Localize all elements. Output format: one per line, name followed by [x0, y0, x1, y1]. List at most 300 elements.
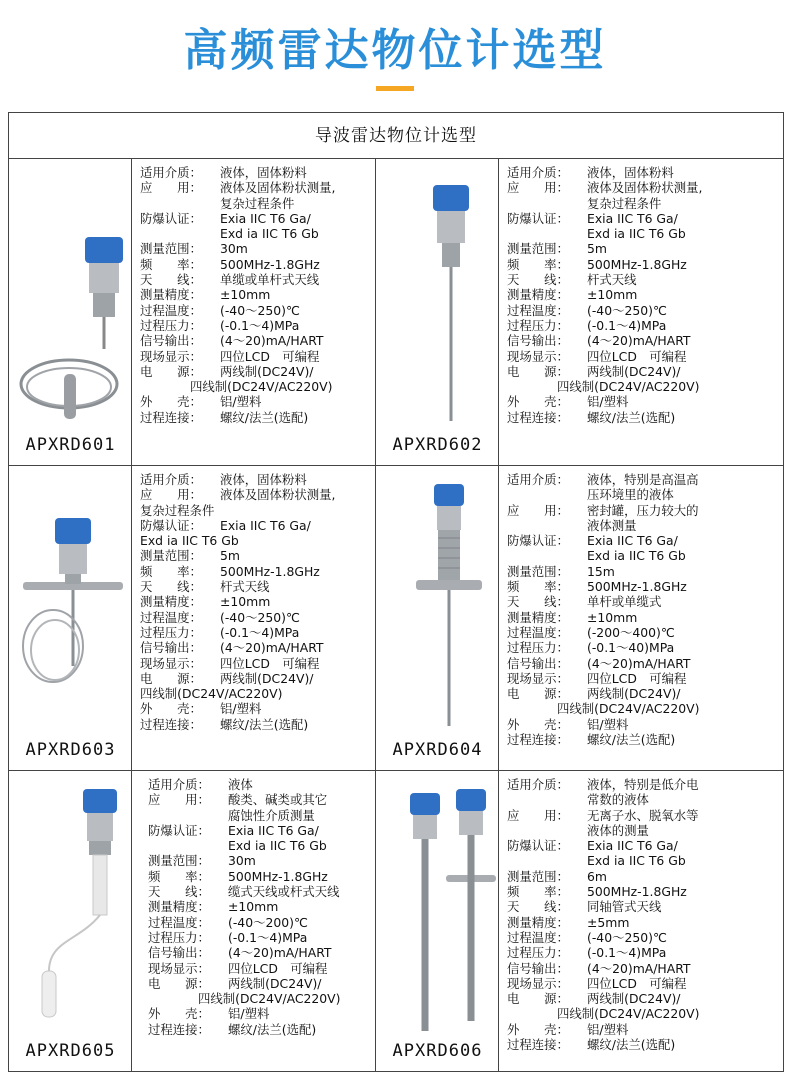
spec-line	[507, 594, 783, 609]
spec-key: 过程压力：	[140, 624, 202, 640]
spec-cell	[132, 771, 376, 1071]
spec-line	[507, 180, 783, 195]
spec-line	[140, 180, 375, 195]
spec-line	[507, 287, 783, 302]
spec-value: (-0.1～4)MPa	[587, 317, 667, 333]
spec-line	[148, 961, 375, 976]
spec-line	[507, 991, 783, 1006]
spec-line	[507, 333, 783, 348]
spec-line	[507, 961, 783, 976]
spec-key: 信号输出：	[140, 640, 202, 656]
spec-value: 液体及固体粉状测量,	[220, 487, 336, 503]
spec-value: (4～20)mA/HART	[587, 333, 691, 349]
spec-value: 酸类、碱类或其它	[228, 792, 328, 808]
spec-key: 电 源：	[148, 975, 210, 991]
spec-line	[507, 808, 783, 823]
spec-value: (-40～250)℃	[220, 609, 300, 625]
spec-key: 外 壳：	[148, 1006, 210, 1022]
spec-line	[507, 640, 783, 655]
spec-continuation: Exd ia IIC T6 Gb	[587, 548, 686, 564]
spec-key: 频 率：	[507, 579, 569, 595]
spec-key: 过程压力：	[148, 929, 210, 945]
product-photo-apxrd606	[376, 771, 499, 1051]
spec-value: 无离子水、脱氧水等	[587, 807, 699, 823]
spec-line	[507, 915, 783, 930]
spec-value: (-0.1～4)MPa	[228, 929, 308, 945]
spec-key: 频 率：	[140, 256, 202, 272]
spec-line	[140, 333, 375, 348]
spec-key: 电 源：	[507, 363, 569, 379]
product-photo-apxrd603	[9, 466, 132, 746]
spec-key: 外 壳：	[507, 1021, 569, 1037]
spec-line	[507, 945, 783, 960]
title-underline	[376, 86, 414, 91]
product-image-cell	[9, 466, 132, 771]
spec-key: 适用介质：	[507, 472, 569, 487]
spec-key: 外 壳：	[140, 701, 202, 717]
spec-line	[507, 241, 783, 256]
spec-value: 四位LCD 可编程	[587, 975, 687, 991]
spec-key: 频 率：	[507, 256, 569, 272]
spec-line	[140, 610, 375, 625]
spec-key: 过程压力：	[507, 640, 569, 656]
model-label: APXRD605	[25, 1041, 116, 1061]
spec-value: (4～20)mA/HART	[220, 333, 324, 349]
spec-line	[140, 625, 375, 640]
spec-value: 液体，固体粉料	[220, 472, 307, 487]
spec-value: 螺纹/法兰(选配)	[587, 732, 676, 748]
spec-key: 测量范围：	[507, 241, 569, 257]
spec-line	[507, 318, 783, 333]
spec-line	[507, 777, 783, 792]
spec-value: Exia IIC T6 Ga/	[220, 517, 311, 533]
spec-value: (-0.1～40)MPa	[587, 640, 675, 656]
spec-cell	[132, 466, 376, 771]
spec-line	[507, 410, 783, 425]
spec-value: 30m	[220, 241, 248, 257]
spec-continuation: Exd ia IIC T6 Gb	[220, 226, 319, 242]
spec-line	[140, 318, 375, 333]
spec-value: 两线制(DC24V)/	[587, 363, 681, 379]
spec-line	[507, 838, 783, 853]
page-title: 高频雷达物位计选型	[183, 25, 607, 76]
spec-key: 防爆认证：	[507, 838, 569, 854]
spec-line	[148, 853, 375, 868]
spec-cell	[499, 159, 783, 466]
spec-line	[148, 869, 375, 884]
spec-line	[507, 1022, 783, 1037]
spec-continuation: 液体的测量	[587, 822, 649, 838]
spec-key: 现场显示：	[507, 975, 569, 991]
spec-value: ±10mm	[228, 899, 279, 915]
spec-key: 天 线：	[507, 899, 569, 915]
spec-cell	[499, 771, 783, 1071]
spec-line	[140, 487, 375, 502]
spec-value: 铝/塑料	[587, 716, 629, 732]
spec-key: 防爆认证：	[148, 822, 210, 838]
spec-line	[507, 869, 783, 884]
spec-line	[140, 257, 375, 272]
product-photo-apxrd601	[9, 159, 132, 439]
spec-key: 过程温度：	[148, 914, 210, 930]
spec-value: (4～20)mA/HART	[587, 655, 691, 671]
spec-line	[507, 472, 783, 487]
spec-line	[140, 717, 375, 732]
spec-continuation: Exd ia IIC T6 Gb	[587, 226, 686, 242]
spec-value: 铝/塑料	[587, 394, 629, 410]
spec-key: 过程连接：	[140, 716, 202, 732]
spec-key: 过程连接：	[148, 1021, 210, 1037]
spec-key: 信号输出：	[507, 333, 569, 349]
spec-continuation: 四线制(DC24V/AC220V)	[140, 686, 283, 702]
product-photo-apxrd602	[376, 159, 499, 439]
spec-value: 30m	[228, 853, 256, 869]
spec-continuation: 四线制(DC24V/AC220V)	[198, 991, 341, 1007]
spec-value: 液体及固体粉状测量,	[587, 180, 703, 196]
spec-key: 适用介质：	[140, 472, 202, 487]
product-image-cell	[376, 466, 499, 771]
spec-line	[507, 564, 783, 579]
spec-key: 现场显示：	[507, 670, 569, 686]
spec-line	[148, 899, 375, 914]
spec-line	[148, 945, 375, 960]
product-image-cell	[9, 771, 132, 1071]
spec-key: 信号输出：	[140, 333, 202, 349]
spec-key: 天 线：	[507, 594, 569, 610]
spec-key: 过程温度：	[507, 624, 569, 640]
spec-value: 铝/塑料	[220, 701, 262, 717]
spec-value: 两线制(DC24V)/	[220, 363, 314, 379]
spec-continuation: 压环境里的液体	[587, 487, 674, 503]
spec-value: 单杆或单缆式	[587, 594, 662, 610]
spec-line	[507, 364, 783, 379]
spec-continuation: 液体测量	[587, 517, 637, 533]
model-label: APXRD601	[25, 435, 116, 455]
spec-line	[148, 823, 375, 838]
spec-line	[148, 792, 375, 807]
spec-line	[507, 503, 783, 518]
spec-key: 测量精度：	[140, 594, 202, 610]
spec-continuation: Exd ia IIC T6 Gb	[140, 533, 239, 549]
spec-line	[140, 211, 375, 226]
product-image-cell	[376, 771, 499, 1071]
spec-line	[140, 701, 375, 716]
spec-line	[140, 579, 375, 594]
spec-key: 电 源：	[507, 991, 569, 1007]
spec-value: (4～20)mA/HART	[220, 640, 324, 656]
spec-key: 测量精度：	[507, 914, 569, 930]
spec-value: 液体，特别是低介电	[587, 777, 699, 792]
spec-continuation: 复杂过程条件	[587, 195, 662, 211]
spec-value: ±10mm	[587, 609, 638, 625]
spec-value: 螺纹/法兰(选配)	[587, 409, 676, 425]
spec-continuation: Exd ia IIC T6 Gb	[228, 838, 327, 854]
spec-value: ±5mm	[587, 914, 630, 930]
spec-line	[507, 579, 783, 594]
spec-value: 螺纹/法兰(选配)	[220, 716, 309, 732]
spec-value: (-0.1～4)MPa	[587, 945, 667, 961]
spec-key: 适用介质：	[507, 165, 569, 180]
spec-line	[140, 472, 375, 487]
spec-line	[507, 533, 783, 548]
spec-key: 电 源：	[507, 686, 569, 702]
spec-key: 测量精度：	[507, 287, 569, 303]
spec-line	[507, 625, 783, 640]
table-heading: 导波雷达物位计选型	[9, 113, 783, 159]
spec-value: 500MHz-1.8GHz	[220, 563, 320, 579]
spec-key: 信号输出：	[148, 945, 210, 961]
spec-key: 天 线：	[140, 579, 202, 595]
spec-value: (-40～250)℃	[220, 302, 300, 318]
spec-value: 液体	[228, 777, 253, 792]
spec-key: 频 率：	[148, 868, 210, 884]
spec-line	[140, 364, 375, 379]
spec-line	[507, 257, 783, 272]
spec-key: 适用介质：	[148, 777, 210, 792]
spec-line	[148, 915, 375, 930]
spec-key: 适用介质：	[140, 165, 202, 180]
spec-line	[140, 349, 375, 364]
spec-line	[148, 1006, 375, 1021]
spec-continuation: 四线制(DC24V/AC220V)	[557, 379, 700, 395]
spec-value: 15m	[587, 563, 615, 579]
spec-key: 过程连接：	[140, 409, 202, 425]
spec-line	[140, 394, 375, 409]
spec-line	[507, 686, 783, 701]
spec-line	[140, 671, 375, 686]
spec-key: 过程压力：	[507, 945, 569, 961]
spec-key: 天 线：	[507, 272, 569, 288]
spec-key: 频 率：	[140, 563, 202, 579]
spec-value: 四位LCD 可编程	[587, 348, 687, 364]
spec-value: 四位LCD 可编程	[220, 655, 320, 671]
spec-key: 电 源：	[140, 670, 202, 686]
spec-value: (4～20)mA/HART	[587, 960, 691, 976]
spec-key: 应 用：	[507, 807, 569, 823]
spec-value: 液体，固体粉料	[220, 165, 307, 180]
spec-key: 应 用：	[507, 180, 569, 196]
spec-value: 6m	[587, 868, 607, 884]
model-label: APXRD604	[392, 740, 483, 760]
spec-key: 应 用：	[140, 487, 202, 503]
spec-key: 过程连接：	[507, 1037, 569, 1053]
spec-value: 两线制(DC24V)/	[228, 975, 322, 991]
spec-value: 四位LCD 可编程	[220, 348, 320, 364]
spec-key: 过程温度：	[140, 302, 202, 318]
spec-key: 外 壳：	[507, 716, 569, 732]
spec-line	[507, 884, 783, 899]
spec-key: 过程温度：	[507, 302, 569, 318]
spec-key: 信号输出：	[507, 655, 569, 671]
spec-line	[507, 656, 783, 671]
spec-value: Exia IIC T6 Ga/	[587, 533, 678, 549]
model-label: APXRD602	[392, 435, 483, 455]
model-label: APXRD606	[392, 1041, 483, 1061]
spec-key: 现场显示：	[140, 348, 202, 364]
spec-key: 外 壳：	[140, 394, 202, 410]
spec-value: 5m	[220, 548, 240, 564]
spec-value: Exia IIC T6 Ga/	[228, 822, 319, 838]
spec-value: 铝/塑料	[228, 1006, 270, 1022]
spec-key: 测量精度：	[140, 287, 202, 303]
spec-value: 密封罐，压力较大的	[587, 502, 699, 518]
spec-value: (-0.1～4)MPa	[220, 624, 300, 640]
product-image-cell	[9, 159, 132, 466]
spec-line	[507, 671, 783, 686]
spec-continuation: 四线制(DC24V/AC220V)	[557, 1006, 700, 1022]
spec-value: Exia IIC T6 Ga/	[587, 210, 678, 226]
spec-value: (4～20)mA/HART	[228, 945, 332, 961]
spec-value: 液体，固体粉料	[587, 165, 674, 180]
spec-value: 500MHz-1.8GHz	[587, 579, 687, 595]
spec-value: 铝/塑料	[220, 394, 262, 410]
spec-key: 天 线：	[148, 884, 210, 900]
spec-key: 过程连接：	[507, 409, 569, 425]
product-photo-apxrd605	[9, 771, 132, 1051]
spec-value: 螺纹/法兰(选配)	[587, 1037, 676, 1053]
spec-key: 天 线：	[140, 272, 202, 288]
spec-line	[507, 610, 783, 625]
spec-line	[507, 930, 783, 945]
spec-value: 两线制(DC24V)/	[587, 686, 681, 702]
spec-key: 防爆认证：	[140, 517, 202, 533]
spec-key: 现场显示：	[140, 655, 202, 671]
spec-value: 两线制(DC24V)/	[587, 991, 681, 1007]
spec-value: 单缆或单杆式天线	[220, 272, 320, 288]
spec-line	[140, 640, 375, 655]
spec-value: 螺纹/法兰(选配)	[228, 1021, 317, 1037]
spec-value: (-40～200)℃	[228, 914, 308, 930]
spec-key: 应 用：	[148, 792, 210, 808]
spec-line	[148, 777, 375, 792]
spec-line	[140, 303, 375, 318]
spec-key: 外 壳：	[507, 394, 569, 410]
spec-line	[140, 548, 375, 563]
spec-value: 缆式天线或杆式天线	[228, 884, 340, 900]
spec-key: 过程压力：	[140, 317, 202, 333]
spec-value: ±10mm	[220, 594, 271, 610]
spec-value: (-40～250)℃	[587, 302, 667, 318]
spec-line	[507, 303, 783, 318]
spec-key: 测量范围：	[507, 563, 569, 579]
spec-line	[140, 241, 375, 256]
spec-value: (-200～400)℃	[587, 624, 675, 640]
product-image-cell	[376, 159, 499, 466]
spec-line	[140, 287, 375, 302]
spec-continuation: 腐蚀性介质测量	[228, 807, 315, 823]
spec-key: 现场显示：	[148, 960, 210, 976]
spec-value: 杆式天线	[587, 272, 637, 288]
spec-key: 测量精度：	[148, 899, 210, 915]
product-photo-apxrd604	[376, 466, 499, 746]
spec-key: 测量精度：	[507, 609, 569, 625]
spec-key: 测量范围：	[140, 548, 202, 564]
spec-line	[507, 349, 783, 364]
spec-value: 500MHz-1.8GHz	[587, 884, 687, 900]
spec-key: 应 用：	[507, 502, 569, 518]
spec-value: ±10mm	[220, 287, 271, 303]
spec-cell	[132, 159, 376, 466]
spec-line	[140, 656, 375, 671]
spec-key: 测量范围：	[140, 241, 202, 257]
spec-continuation: 四线制(DC24V/AC220V)	[557, 701, 700, 717]
selection-table	[8, 112, 784, 1072]
spec-key: 测量范围：	[507, 868, 569, 884]
spec-key: 信号输出：	[507, 960, 569, 976]
spec-line	[148, 1022, 375, 1037]
spec-line	[148, 930, 375, 945]
spec-line	[148, 976, 375, 991]
spec-value: ±10mm	[587, 287, 638, 303]
spec-value: (-0.1～4)MPa	[220, 317, 300, 333]
spec-continuation: 四线制(DC24V/AC220V)	[190, 379, 333, 395]
spec-value: 铝/塑料	[587, 1021, 629, 1037]
spec-value: 四位LCD 可编程	[228, 960, 328, 976]
spec-line	[507, 899, 783, 914]
spec-key: 防爆认证：	[507, 210, 569, 226]
spec-key: 应 用：	[140, 180, 202, 196]
spec-continuation: 常数的液体	[587, 792, 649, 808]
spec-key: 适用介质：	[507, 777, 569, 792]
spec-line	[140, 272, 375, 287]
spec-value: 螺纹/法兰(选配)	[220, 409, 309, 425]
spec-key: 过程压力：	[507, 317, 569, 333]
spec-value: 500MHz-1.8GHz	[228, 868, 328, 884]
spec-line	[140, 410, 375, 425]
spec-key: 电 源：	[140, 363, 202, 379]
spec-line	[507, 717, 783, 732]
spec-key: 测量范围：	[148, 853, 210, 869]
spec-value: 四位LCD 可编程	[587, 670, 687, 686]
spec-value: 同轴管式天线	[587, 899, 662, 915]
spec-value: 两线制(DC24V)/	[220, 670, 314, 686]
spec-key: 过程连接：	[507, 732, 569, 748]
spec-line	[140, 594, 375, 609]
spec-value: 液体及固体粉状测量,	[220, 180, 336, 196]
spec-key: 过程温度：	[507, 929, 569, 945]
spec-value: 液体，特别是高温高	[587, 472, 699, 487]
spec-value: 5m	[587, 241, 607, 257]
spec-value: 杆式天线	[220, 579, 270, 595]
spec-continuation: 复杂过程条件	[140, 502, 215, 518]
spec-key: 过程温度：	[140, 609, 202, 625]
spec-line	[140, 518, 375, 533]
spec-line	[140, 564, 375, 579]
spec-key: 现场显示：	[507, 348, 569, 364]
spec-key: 防爆认证：	[140, 210, 202, 226]
spec-line	[507, 394, 783, 409]
spec-line	[507, 165, 783, 180]
spec-value: Exia IIC T6 Ga/	[220, 210, 311, 226]
model-label: APXRD603	[25, 740, 116, 760]
spec-continuation: Exd ia IIC T6 Gb	[587, 853, 686, 869]
spec-line	[507, 976, 783, 991]
spec-value: 500MHz-1.8GHz	[587, 256, 687, 272]
spec-line	[507, 272, 783, 287]
spec-line	[140, 165, 375, 180]
spec-cell	[499, 466, 783, 771]
spec-value: Exia IIC T6 Ga/	[587, 838, 678, 854]
spec-continuation: 复杂过程条件	[220, 195, 295, 211]
spec-line	[507, 211, 783, 226]
spec-value: (-40～250)℃	[587, 929, 667, 945]
spec-key: 频 率：	[507, 884, 569, 900]
spec-line	[507, 732, 783, 747]
spec-line	[507, 1037, 783, 1052]
spec-line	[148, 884, 375, 899]
spec-key: 防爆认证：	[507, 533, 569, 549]
spec-value: 500MHz-1.8GHz	[220, 256, 320, 272]
